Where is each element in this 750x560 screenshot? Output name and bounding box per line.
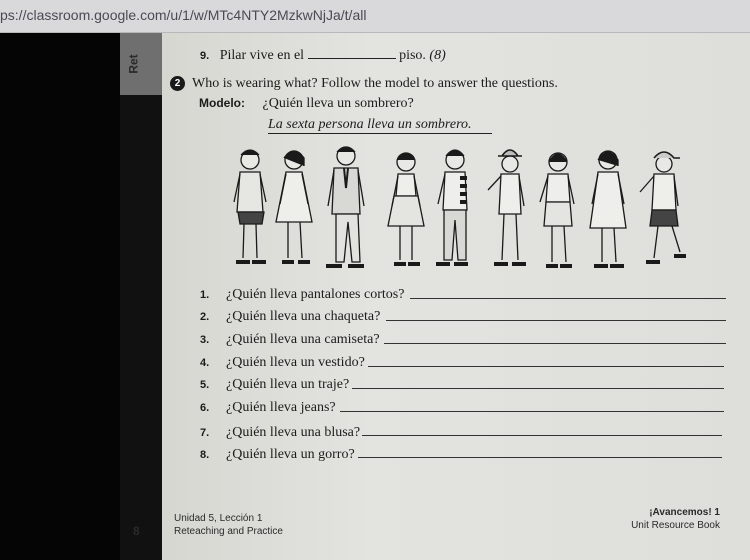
side-tab [120, 33, 162, 95]
answer-line[interactable] [368, 366, 724, 367]
question-text: ¿Quién lleva un traje? [226, 377, 350, 392]
answer-line[interactable] [340, 411, 724, 412]
answer-line[interactable] [384, 343, 726, 344]
url-text[interactable]: ps://classroom.google.com/u/1/w/MTc4NTY2MzkwNjJa/t/all [0, 7, 367, 23]
question-text: ¿Quién lleva pantalones cortos? [226, 287, 405, 302]
question-number: 6. [200, 402, 210, 414]
footer-right [598, 506, 720, 532]
question-row [200, 400, 336, 418]
person-4-figure [388, 153, 424, 264]
question-text: ¿Quién lleva una blusa? [226, 425, 361, 440]
prev-question-after: piso. [399, 48, 426, 63]
question-text: ¿Quién lleva una camiseta? [226, 332, 380, 347]
question-number: 4. [200, 357, 210, 369]
side-tab-label: Ret [126, 54, 141, 74]
answer-line[interactable] [358, 457, 722, 458]
person-3-figure [326, 147, 364, 266]
person-5-figure [436, 150, 468, 264]
model-row [199, 96, 414, 112]
question-row [200, 377, 349, 395]
answer-line[interactable] [352, 388, 724, 389]
question-number: 5. [200, 379, 210, 391]
prev-question-before: Pilar vive en el [219, 48, 305, 63]
person-1-figure [234, 150, 266, 262]
footer-book-subtitle: Unit Resource Book [631, 520, 720, 531]
footer-unit: Unidad 5, Lección 1 [174, 513, 263, 524]
person-6-figure [488, 150, 526, 264]
question-text: ¿Quién lleva una chaqueta? [226, 309, 381, 324]
prev-question-blank [308, 47, 396, 59]
screen-bezel [0, 33, 120, 560]
person-8-figure [590, 151, 626, 266]
answer-line[interactable] [410, 298, 726, 299]
person-7-figure [540, 153, 574, 266]
answer-line[interactable] [362, 435, 722, 436]
browser-address-bar[interactable] [0, 0, 750, 33]
footer-section: Reteaching and Practice [174, 526, 283, 537]
question-number: 8. [200, 449, 210, 461]
question-number: 1. [200, 289, 210, 301]
question-row [200, 355, 365, 373]
model-question: ¿Quién lleva un sombrero? [262, 96, 414, 111]
page-number: 8 [133, 524, 140, 538]
question-text: ¿Quién lleva jeans? [226, 400, 336, 415]
question-number: 2. [200, 311, 210, 323]
question-number: 7. [200, 427, 210, 439]
question-number: 3. [200, 334, 210, 346]
page-shadow-strip [120, 95, 162, 560]
model-label: Modelo: [199, 96, 245, 110]
activity-instructions: Who is wearing what? Follow the model to answer the questions. [192, 76, 558, 91]
people-illustration [222, 140, 692, 275]
prev-question [200, 47, 446, 64]
prev-question-hint: (8) [429, 48, 446, 63]
footer-left [174, 512, 283, 538]
person-2-figure [276, 151, 312, 262]
question-row [200, 309, 380, 327]
prev-question-number: 9. [200, 50, 210, 62]
model-answer: La sexta persona lleva un sombrero. [268, 117, 492, 134]
question-row [200, 447, 355, 465]
person-9-figure [640, 152, 686, 262]
question-text: ¿Quién lleva un vestido? [226, 355, 365, 370]
question-row [200, 332, 380, 350]
question-text: ¿Quién lleva un gorro? [226, 447, 355, 462]
question-row [200, 287, 404, 305]
answer-line[interactable] [386, 320, 726, 321]
footer-book-title: ¡Avancemos! 1 [649, 507, 720, 518]
question-row [200, 425, 360, 443]
activity-number-badge: 2 [170, 76, 185, 91]
